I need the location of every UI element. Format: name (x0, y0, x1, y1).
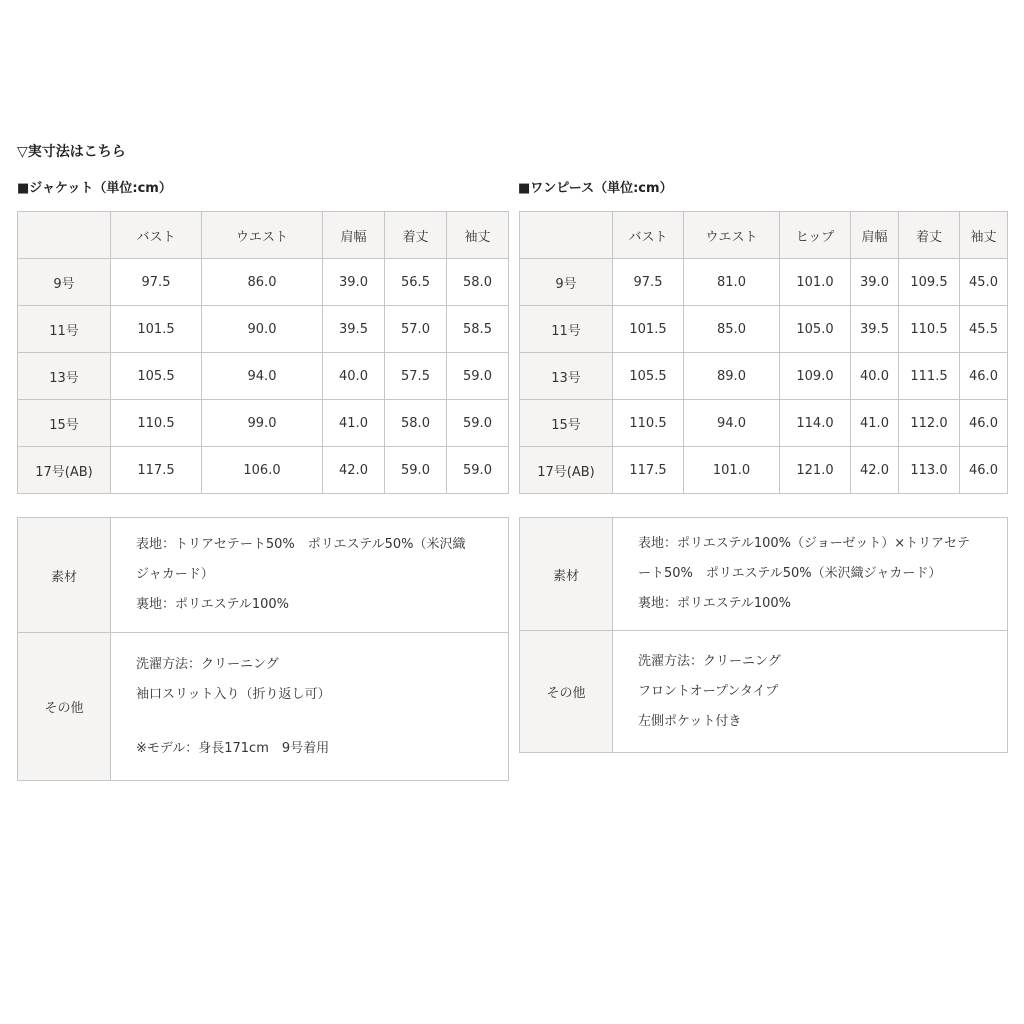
table-cell: 85.0 (684, 306, 780, 353)
material-content (613, 518, 1008, 631)
table-cell: 121.0 (780, 447, 851, 494)
table-cell: 42.0 (851, 447, 899, 494)
onepiece-title: ■ワンピース（単位:cm） (518, 181, 673, 196)
size-label: 11号 (18, 306, 111, 353)
table-cell: 81.0 (684, 259, 780, 306)
other-row (520, 631, 1008, 753)
onepiece-info-table (519, 517, 1008, 753)
table-row (18, 400, 509, 447)
table-cell: 113.0 (899, 447, 960, 494)
table-cell: 41.0 (851, 400, 899, 447)
header-cell: 肩幅 (851, 212, 899, 259)
header-cell: 着丈 (385, 212, 447, 259)
other-content (111, 633, 509, 781)
material-line: 表地：ポリエステル100%（ジョーゼット）×トリアセテ (638, 536, 970, 551)
table-cell: 59.0 (447, 447, 509, 494)
table-cell: 101.5 (111, 306, 202, 353)
onepiece-header-row (520, 212, 1008, 259)
table-cell: 112.0 (899, 400, 960, 447)
table-row (18, 306, 509, 353)
other-content (613, 631, 1008, 753)
table-cell: 110.5 (899, 306, 960, 353)
table-cell: 117.5 (111, 447, 202, 494)
table-cell: 39.5 (323, 306, 385, 353)
table-cell: 40.0 (851, 353, 899, 400)
table-cell: 105.5 (613, 353, 684, 400)
material-line: 裏地：ポリエステル100% (638, 596, 791, 611)
table-row (520, 259, 1008, 306)
header-cell (520, 212, 613, 259)
table-row (520, 400, 1008, 447)
material-row (18, 518, 509, 633)
table-cell: 106.0 (202, 447, 323, 494)
table-cell: 58.5 (447, 306, 509, 353)
material-row (520, 518, 1008, 631)
table-cell: 111.5 (899, 353, 960, 400)
table-cell: 97.5 (613, 259, 684, 306)
size-label: 17号(AB) (18, 447, 111, 494)
table-cell: 57.5 (385, 353, 447, 400)
other-label: その他 (520, 631, 613, 753)
table-cell: 46.0 (960, 353, 1008, 400)
table-cell: 109.0 (780, 353, 851, 400)
size-label: 15号 (520, 400, 613, 447)
table-row (18, 353, 509, 400)
table-cell: 40.0 (323, 353, 385, 400)
table-cell: 105.5 (111, 353, 202, 400)
table-cell: 46.0 (960, 400, 1008, 447)
jacket-size-table (17, 211, 509, 494)
other-line: ※モデル：身長171cm 9号着用 (136, 740, 330, 756)
table-cell: 59.0 (447, 400, 509, 447)
material-label: 素材 (18, 518, 111, 633)
table-cell: 90.0 (202, 306, 323, 353)
size-label: 11号 (520, 306, 613, 353)
material-line: ジャカード） (136, 567, 214, 582)
other-line-spacer (136, 710, 508, 734)
size-label: 13号 (18, 353, 111, 400)
table-cell: 41.0 (323, 400, 385, 447)
table-cell: 58.0 (447, 259, 509, 306)
jacket-header-row (18, 212, 509, 259)
table-cell: 86.0 (202, 259, 323, 306)
table-cell: 59.0 (447, 353, 509, 400)
header-cell: バスト (613, 212, 684, 259)
table-row (520, 353, 1008, 400)
table-cell: 110.5 (613, 400, 684, 447)
table-row (18, 259, 509, 306)
header-cell: 肩幅 (323, 212, 385, 259)
header-cell: バスト (111, 212, 202, 259)
header-cell: ウエスト (684, 212, 780, 259)
table-cell: 114.0 (780, 400, 851, 447)
table-cell: 42.0 (323, 447, 385, 494)
header-cell (18, 212, 111, 259)
material-line: 裏地：ポリエステル100% (136, 597, 289, 612)
header-cell: 着丈 (899, 212, 960, 259)
size-label: 17号(AB) (520, 447, 613, 494)
header-cell: 袖丈 (960, 212, 1008, 259)
table-cell: 56.5 (385, 259, 447, 306)
other-line: 袖口スリット入り（折り返し可） (136, 686, 331, 702)
header-cell: ウエスト (202, 212, 323, 259)
header-cell: 袖丈 (447, 212, 509, 259)
table-cell: 39.0 (851, 259, 899, 306)
other-line: フロントオープンタイプ (638, 683, 779, 699)
table-row (18, 447, 509, 494)
table-row (520, 306, 1008, 353)
table-row (520, 447, 1008, 494)
table-cell: 110.5 (111, 400, 202, 447)
table-cell: 57.0 (385, 306, 447, 353)
table-cell: 105.0 (780, 306, 851, 353)
material-label: 素材 (520, 518, 613, 631)
material-line: 表地：トリアセテート50% ポリエステル50%（米沢織 (136, 537, 466, 552)
header-cell: ヒップ (780, 212, 851, 259)
size-label: 9号 (18, 259, 111, 306)
material-line: ート50% ポリエステル50%（米沢織ジャカード） (638, 566, 942, 581)
table-cell: 45.5 (960, 306, 1008, 353)
table-cell: 59.0 (385, 447, 447, 494)
table-cell: 97.5 (111, 259, 202, 306)
other-row (18, 633, 509, 781)
jacket-title: ■ジャケット（単位:cm） (17, 181, 172, 196)
table-cell: 58.0 (385, 400, 447, 447)
other-line: 左側ポケット付き (638, 713, 742, 729)
other-label: その他 (18, 633, 111, 781)
table-cell: 99.0 (202, 400, 323, 447)
jacket-info-table (17, 517, 509, 781)
other-line: 洗濯方法：クリーニング (638, 653, 781, 669)
table-cell: 39.0 (323, 259, 385, 306)
table-cell: 117.5 (613, 447, 684, 494)
size-label: 9号 (520, 259, 613, 306)
material-content (111, 518, 509, 633)
table-cell: 101.5 (613, 306, 684, 353)
table-cell: 45.0 (960, 259, 1008, 306)
table-cell: 94.0 (202, 353, 323, 400)
table-cell: 101.0 (780, 259, 851, 306)
size-label: 15号 (18, 400, 111, 447)
other-line: 洗濯方法：クリーニング (136, 656, 279, 672)
table-cell: 89.0 (684, 353, 780, 400)
onepiece-size-table (519, 211, 1008, 494)
table-cell: 39.5 (851, 306, 899, 353)
size-label: 13号 (520, 353, 613, 400)
table-cell: 101.0 (684, 447, 780, 494)
table-cell: 94.0 (684, 400, 780, 447)
page-heading: ▽実寸法はこちら (17, 144, 126, 160)
table-cell: 109.5 (899, 259, 960, 306)
table-cell: 46.0 (960, 447, 1008, 494)
